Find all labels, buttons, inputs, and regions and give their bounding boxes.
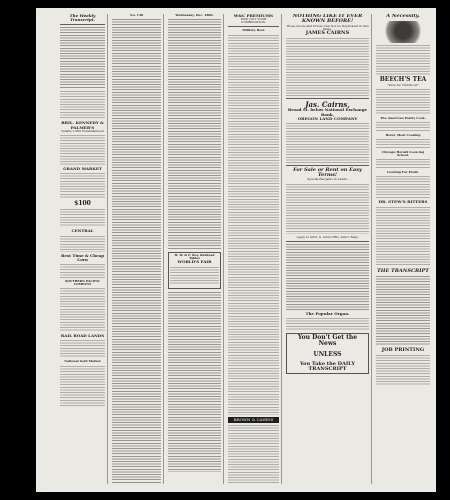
- transcript-title: THE TRANSCRIPT: [377, 267, 429, 274]
- newspaper-page: [36, 8, 436, 492]
- column-5: [284, 14, 372, 484]
- label-bitters: DR. STEW'S BITTERS: [378, 199, 428, 205]
- ad-rail-road-lands: RAIL ROAD LANDS: [60, 333, 105, 339]
- issue-number: No. 138: [129, 14, 144, 17]
- text-block: [376, 276, 430, 346]
- ad-southern-pacific: SOUTHERN PACIFIC COMPANY: [64, 278, 101, 287]
- ad-reward: $100: [74, 200, 91, 208]
- text-block: [60, 340, 105, 358]
- cairns-headline: NOTHING LIKE IT EVER KNOWN BEFORE!: [292, 14, 363, 25]
- ad-grand-market: GRAND MARKET: [63, 165, 102, 171]
- column-3: [166, 14, 224, 484]
- for-sale-head: For Sale or Rent on Easy Terms!: [293, 166, 362, 179]
- transcript-ad-line-1: You Don't Get the News: [297, 333, 358, 348]
- rule: [286, 165, 369, 166]
- ad-gold-market: National Gold Market: [64, 359, 101, 364]
- tea-sub: "Pure for Childhood": [387, 82, 419, 87]
- text-block: [286, 318, 369, 330]
- cairns-address: Broad St. below National Exchange Bank,: [287, 107, 368, 117]
- railroad-notice: [168, 252, 221, 288]
- business-header: BRIL. KENNEDY & PALMER'S: [61, 120, 104, 130]
- text-block: [376, 207, 430, 267]
- rule: [286, 241, 369, 242]
- text-block: [60, 236, 105, 252]
- column-2: [110, 14, 164, 484]
- text-block: [376, 159, 430, 169]
- tea-head: BEECH'S TEA: [379, 76, 427, 84]
- text-block: [60, 264, 105, 278]
- text-block: [228, 425, 279, 484]
- body-text: [168, 19, 221, 249]
- text-block: [376, 176, 430, 198]
- popular-organ: The Popular Organ.: [305, 310, 350, 316]
- text-block: [376, 122, 430, 132]
- job-printing: JOB PRINTING: [381, 346, 425, 353]
- label-cooking-school: Chicago Herald Cook-ing School.: [381, 149, 425, 158]
- text-block: [286, 244, 369, 310]
- market-table: [60, 27, 105, 89]
- cairns-name-large: Jas. Cairns,: [305, 100, 350, 110]
- text-block: [376, 45, 430, 75]
- column-4: [226, 14, 282, 484]
- for-sale-sub: Special Bargains in Lands.: [307, 177, 348, 182]
- text-block: [60, 288, 105, 332]
- railroad-notice-title: H. W. & F. Roy. Railroad Tables: [174, 253, 215, 261]
- masthead: The Weekly Transcript.: [69, 14, 96, 23]
- text-block: [376, 139, 430, 149]
- text-block: [286, 184, 369, 234]
- premiums-sub: PICK OUT YOUR COMBINATION.: [240, 17, 267, 25]
- label-pastry-cook: The American Pastry Cook.: [380, 115, 426, 120]
- column-1: [58, 14, 108, 484]
- transcript-ad-line-3: You Take the DAILY TRANSCRIPT: [300, 360, 355, 373]
- transcript-ad-line-2: UNLESS: [313, 350, 342, 358]
- ad-central: CENTRAL: [71, 228, 94, 234]
- portrait-illustration: [380, 21, 426, 43]
- text-block: [170, 267, 219, 285]
- apply-line: Apply to GEO. G. GAYLORD, Adm'r Reay.: [296, 234, 359, 239]
- date-line: Wednesday, Dec. 1880.: [175, 14, 214, 17]
- oregon-land-company: OREGON LAND COMPANY: [297, 115, 358, 121]
- text-block: [286, 38, 369, 96]
- label-meat-cooking: Hotel, Meat Cooking: [385, 132, 421, 137]
- text-block: [60, 91, 105, 119]
- cairns-subhead: Those Goods and Prices Can Not be Duplicated in this State.: [286, 23, 369, 31]
- brown-cairns-text: BROWN & CAIRNS: [233, 416, 274, 422]
- business-sub: Tenafly's Phil Establishment: [61, 128, 104, 133]
- text-block: [60, 366, 105, 406]
- body-text: [168, 292, 221, 472]
- transcript-ad: [286, 333, 369, 374]
- worlds-fair-title: WORLD'S FAIR: [177, 259, 212, 265]
- necessity-head: A Necessity.: [386, 14, 420, 19]
- rule: [60, 24, 105, 25]
- text-block: [286, 123, 369, 163]
- text-block: [60, 173, 105, 199]
- premium-list: [228, 35, 279, 415]
- ad-corn: Best Time & Cheap Corn: [60, 252, 105, 262]
- label-cooking-profit: Cooking For Profit.: [387, 170, 419, 175]
- text-block: [60, 209, 105, 227]
- cairns-name: JAMES CAIRNS: [305, 29, 350, 36]
- column-6: [374, 14, 432, 484]
- body-text: [112, 19, 161, 484]
- rule: [228, 26, 279, 27]
- brown-cairns-banner: [228, 417, 279, 423]
- premiums-head: W&C PREMIUMS: [233, 14, 274, 18]
- text-block: [376, 355, 430, 385]
- text-block: [376, 89, 430, 115]
- text-block: [60, 135, 105, 165]
- rule: [286, 98, 369, 99]
- section-military-boot: Military Boot: [242, 28, 265, 33]
